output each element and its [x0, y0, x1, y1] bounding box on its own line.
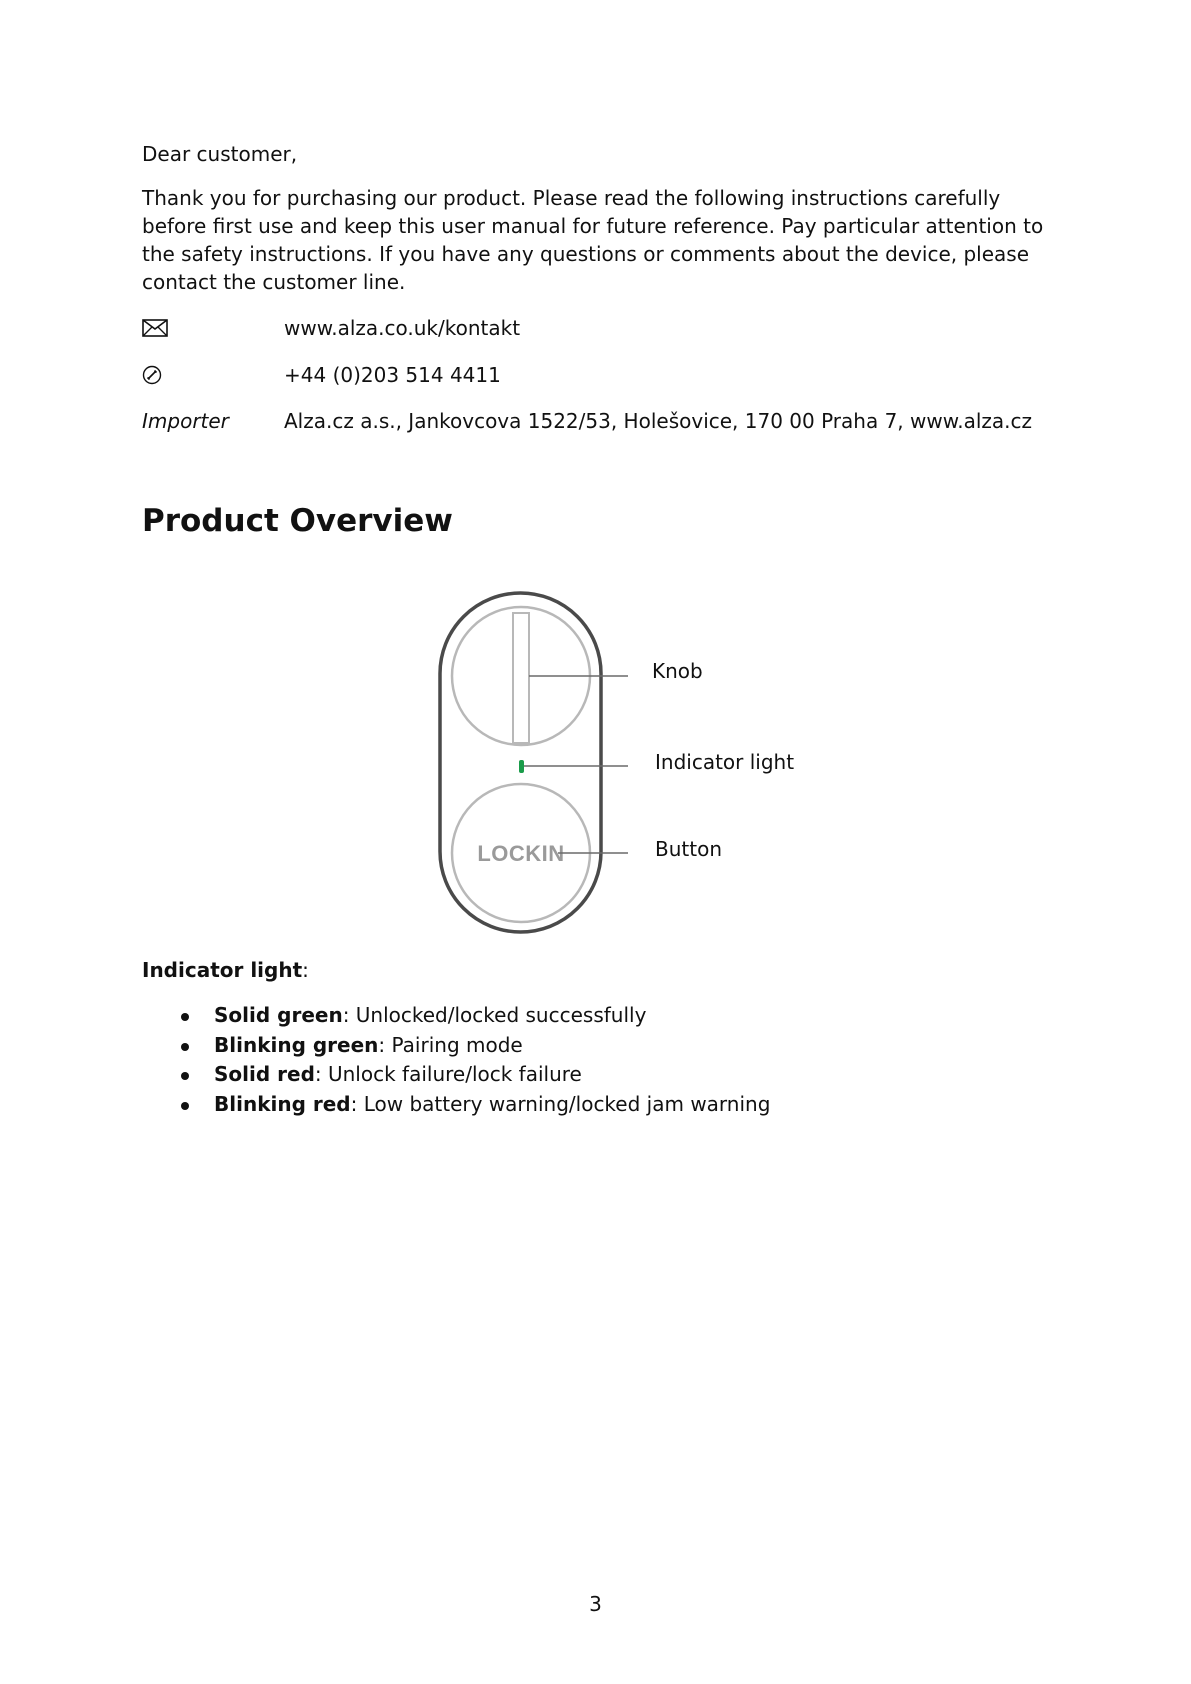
button-label: Button — [655, 837, 722, 861]
item-desc: : Pairing mode — [378, 1032, 523, 1057]
greeting: Dear customer, — [142, 142, 298, 166]
item-term: Blinking red — [214, 1091, 351, 1116]
indicator-light — [519, 760, 524, 773]
knob-label: Knob — [652, 659, 703, 683]
indicator-list — [170, 1001, 770, 1119]
list-item — [170, 1001, 770, 1031]
importer-label: Importer — [142, 409, 229, 433]
item-term: Solid green — [214, 1003, 343, 1027]
contact-web-link[interactable]: www.alza.co.uk/kontakt — [284, 316, 521, 340]
phone-icon — [142, 361, 284, 389]
indicator-heading-term: Indicator light — [142, 958, 303, 982]
list-item — [170, 1060, 770, 1090]
envelope-icon — [142, 314, 284, 342]
intro-paragraph: Thank you for purchasing our product. Please read the following instructions carefully before first use and keep this user manual for future reference. Pay particular attention to the safety instructions. If you have any questions or comments about the device, please contact the customer line. — [142, 186, 1044, 294]
contact-web-row — [142, 314, 520, 342]
item-desc: : Unlocked/locked successfully — [342, 1003, 647, 1027]
contact-phone-number[interactable]: +44 (0)203 514 4411 — [284, 363, 501, 387]
list-item — [170, 1090, 770, 1120]
bullet-icon — [181, 1102, 189, 1110]
page-number: 3 — [589, 1592, 602, 1616]
lockin-logo: LOCKIN — [477, 841, 565, 866]
contact-phone-row — [142, 361, 501, 389]
item-desc: : Low battery warning/locked jam warning — [350, 1091, 771, 1116]
importer-address: Alza.cz a.s., Jankovcova 1522/53, Holešovice, 170 00 Praha 7, www.alza.cz — [284, 409, 1033, 433]
indicator-heading-colon: : — [302, 958, 309, 982]
item-term: Solid red — [214, 1062, 315, 1086]
section-title: Product Overview — [142, 503, 453, 539]
item-desc: : Unlock failure/lock failure — [314, 1062, 582, 1086]
list-item — [170, 1031, 770, 1061]
bullet-icon — [181, 1072, 189, 1080]
indicator-light-label: Indicator light — [655, 750, 795, 774]
indicator-heading — [142, 956, 309, 984]
item-term: Blinking green — [214, 1032, 379, 1057]
bullet-icon — [181, 1043, 189, 1051]
bullet-icon — [181, 1013, 189, 1021]
importer-row — [142, 407, 1032, 435]
knob-handle — [513, 613, 529, 743]
